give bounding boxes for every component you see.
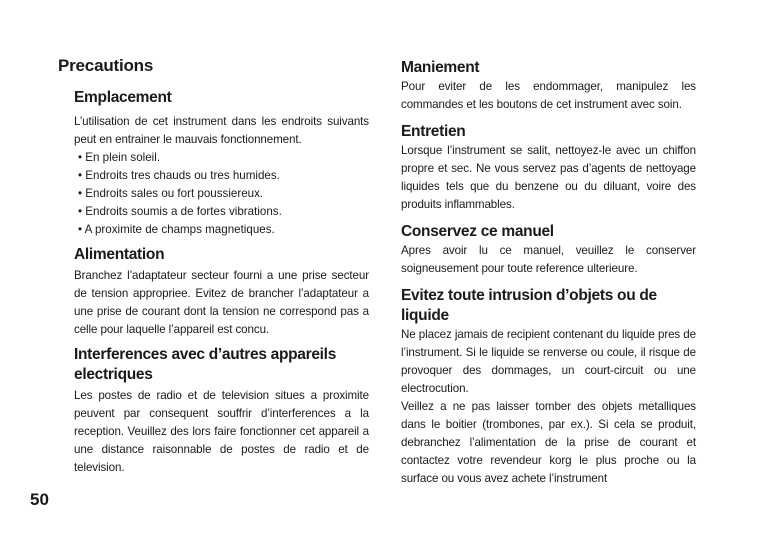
page-title: Precautions bbox=[58, 56, 154, 75]
intrusion-text-2: Veillez a ne pas laisser tomber des objets metalliques dans le boitier (trombones, par ex.). Si cela se produit, debranchez l’alimentation de la prise de courant et contactez votre revendeur korg le plus proche ou la surface ou vous avez achete l’instrument bbox=[401, 400, 696, 485]
emplacement-intro: L’utilisation de cet instrument dans les endroits suivants peut en entrainer le mauvais fonctionnement. bbox=[74, 115, 369, 146]
heading-entretien: Entretien bbox=[401, 123, 466, 140]
section-intrusion bbox=[401, 286, 696, 488]
left-column bbox=[74, 88, 369, 477]
list-item: • Endroits tres chauds ou tres humides. bbox=[78, 167, 369, 185]
intrusion-text-1: Ne placez jamais de recipient contenant du liquide pres de l’instrument. Si le liquide se renverse ou coule, il risque de provoquer des dommages, un court-circuit ou une electrocution. bbox=[401, 328, 696, 395]
heading-interferences: Interferences avec d’autres appareils electriques bbox=[74, 346, 337, 383]
list-item: • A proximite de champs magnetiques. bbox=[78, 221, 369, 239]
section-interferences bbox=[74, 345, 369, 477]
section-conservez bbox=[401, 222, 696, 278]
heading-maniement: Maniement bbox=[401, 59, 480, 76]
section-emplacement bbox=[74, 88, 369, 239]
right-column bbox=[401, 58, 696, 488]
emplacement-bullet-list bbox=[74, 149, 369, 239]
section-maniement bbox=[401, 58, 696, 114]
interferences-text: Les postes de radio et de television situes a proximite peuvent par consequent souffrir d’interferences a la reception. Veuillez des lors faire fonctionner cet appareil a une distance raisonnable de postes de radio et de television. bbox=[74, 389, 369, 474]
section-alimentation bbox=[74, 245, 369, 339]
list-item: • En plein soleil. bbox=[78, 149, 369, 167]
section-entretien bbox=[401, 122, 696, 214]
list-item: • Endroits sales ou fort poussiereux. bbox=[78, 185, 369, 203]
conservez-text: Apres avoir lu ce manuel, veuillez le conserver soigneusement pour toute reference ulterieure. bbox=[401, 244, 696, 275]
heading-conservez: Conservez ce manuel bbox=[401, 223, 554, 240]
list-item: • Endroits soumis a de fortes vibrations. bbox=[78, 203, 369, 221]
maniement-text: Pour eviter de les endommager, manipulez les commandes et les boutons de cet instrument avec soin. bbox=[401, 80, 696, 111]
heading-intrusion: Evitez toute intrusion d’objets ou de liquide bbox=[401, 287, 657, 324]
heading-alimentation: Alimentation bbox=[74, 246, 165, 263]
heading-emplacement: Emplacement bbox=[74, 89, 172, 106]
entretien-text: Lorsque l’instrument se salit, nettoyez-le avec un chiffon propre et sec. Ne vous servez pas d’agents de nettoyage liquides tels que du benzene ou du diluant, voire des produits inflammables. bbox=[401, 144, 696, 211]
page-number: 50 bbox=[30, 490, 49, 509]
alimentation-text: Branchez l’adaptateur secteur fourni a une prise secteur de tension appropriee. Evitez de brancher l’adaptateur a une prise de courant dont la tension ne correspond pas a celle pour laquelle l’appareil est concu. bbox=[74, 269, 369, 336]
